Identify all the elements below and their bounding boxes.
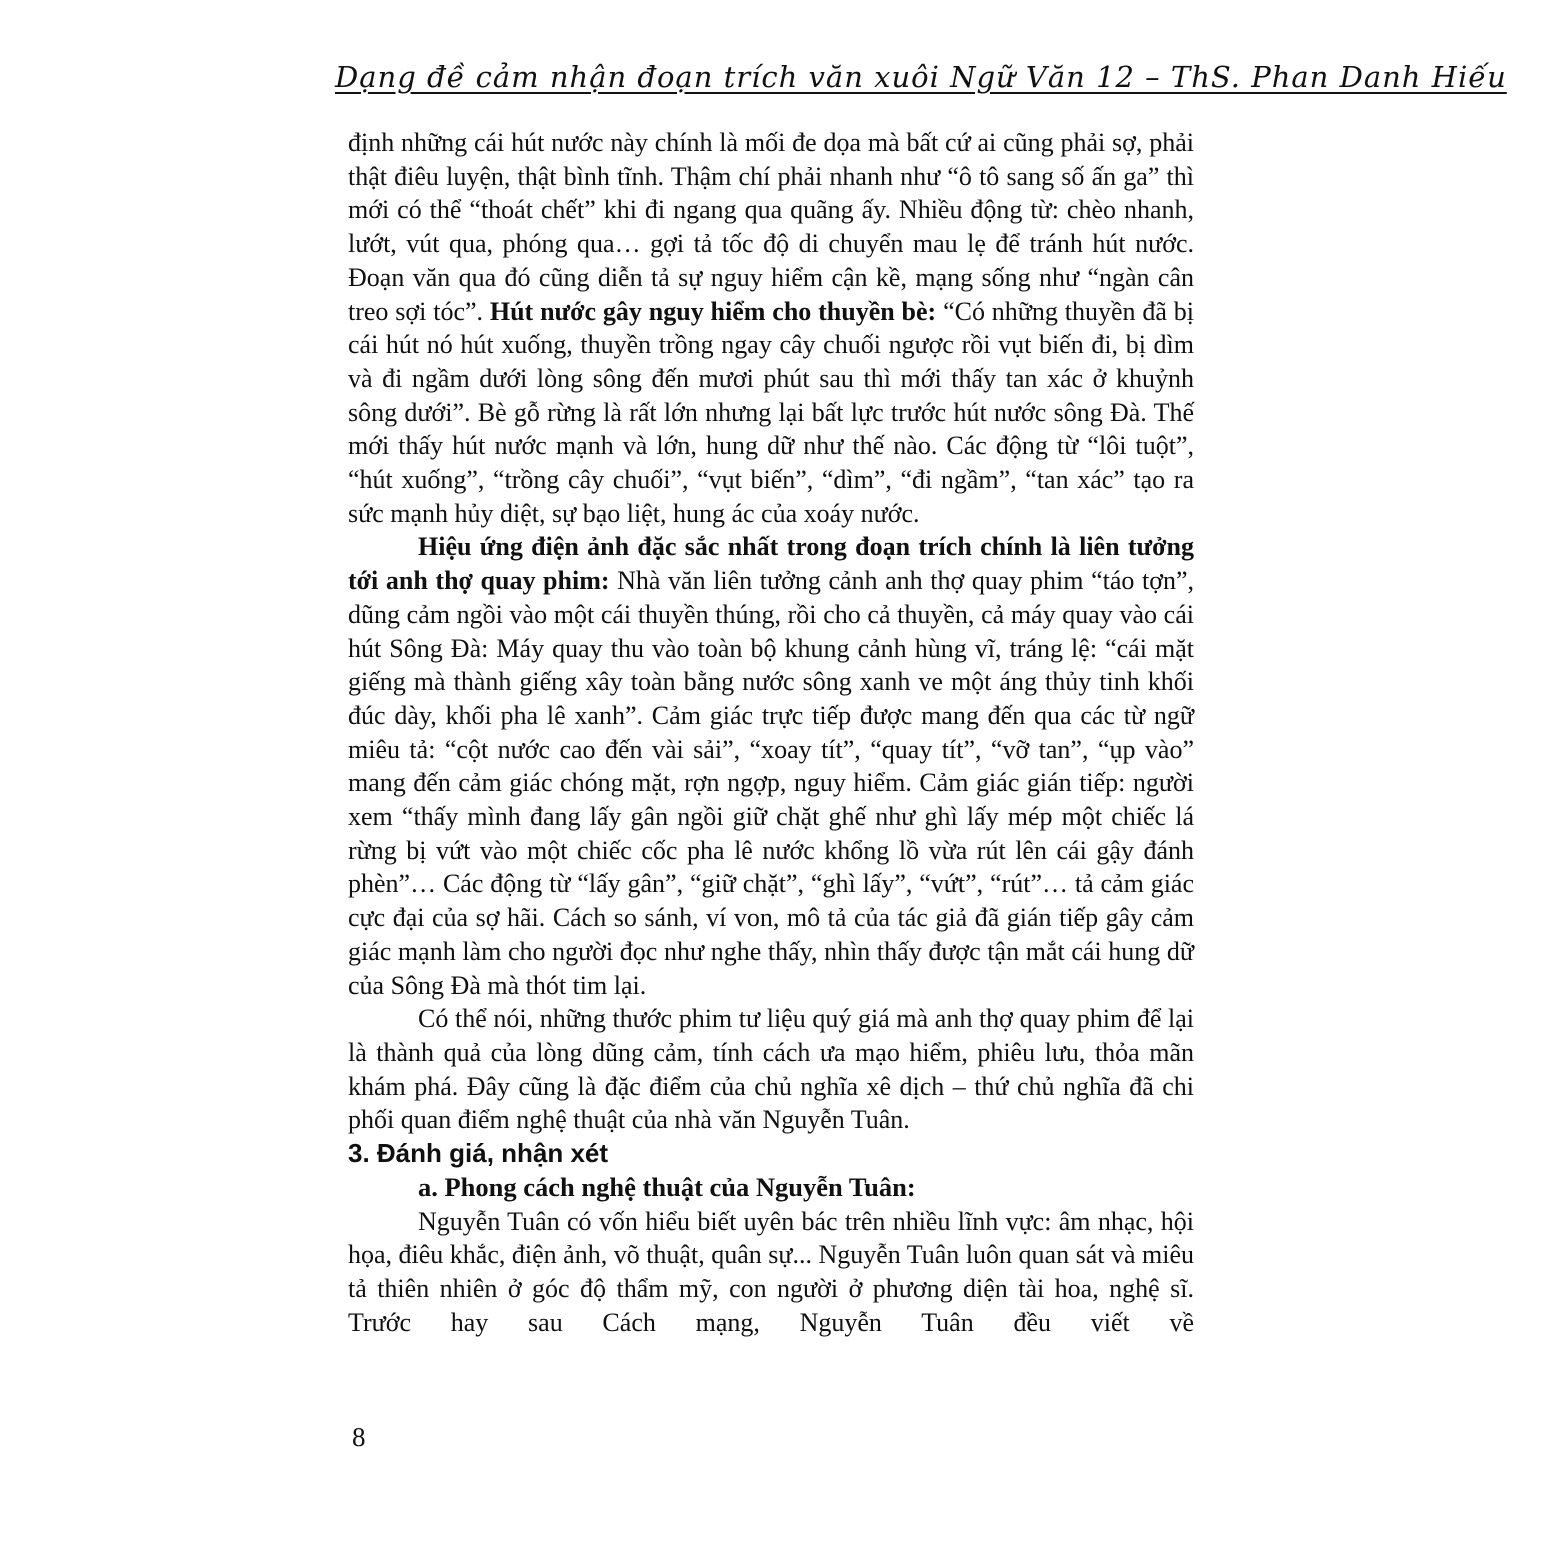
text-run: Nhà văn liên tưởng cảnh anh thợ quay phim “táo tợn”, dũng cảm ngồi vào một cái thuyền thúng, rồi cho cả thuyền, cả máy quay vào cái hút Sông Đà: Máy quay thu vào toàn bộ khung cảnh hùng vĩ, tráng lệ: “cái mặt giếng mà thành giếng xây toàn bằng nước sông xanh ve một áng thủy tinh khối đúc dày, khối pha lê xanh”. Cảm giác trực tiếp được mang đến qua các từ ngữ miêu tả: “cột nước cao đến vài sải”, “xoay tít”, “quay tít”, “vỡ tan”, “ụp vào” mang đến cảm giác chóng mặt, rợn ngợp, nguy hiểm. Cảm giác gián tiếp: người xem “thấy mình đang lấy gân ngồi giữ chặt ghế như ghì lấy mép một chiếc lá rừng bị vứt vào một chiếc cốc pha lê nước khổng lồ vừa rút lên cái gậy đánh phèn”… Các động từ “lấy gân”, “giữ chặt”, “ghì lấy”, “vứt”, “rút”… tả cảm giác cực đại của sợ hãi. Cách so sánh, ví von, mô tả của tác giả đã gián tiếp gây cảm giác mạnh làm cho người đọc như nghe thấy, nhìn thấy được tận mắt cái hung dữ của Sông Đà mà thót tim lại. [348,566,1194,1000]
text-run: Nguyễn Tuân có vốn hiểu biết uyên bác trên nhiều lĩnh vực: âm nhạc, hội họa, điêu khắc, điện ảnh, võ thuật, quân sự... Nguyễn Tuân luôn quan sát và miêu tả thiên nhiên ở góc độ thẩm mỹ, con người ở phương diện tài hoa, nghệ sĩ. Trước hay sau Cách mạng, Nguyễn Tuân đều viết về [348,1206,1194,1337]
running-head-title: Dạng đề cảm nhận đoạn trích văn xuôi Ngữ Văn 12 – ThS. Phan Danh Hiếu [335,60,1507,94]
bold-text-run: Hiệu ứng điện ảnh đặc sắc nhất trong đoạn trích chính là liên tưởng tới anh thợ quay phim: [348,532,1194,596]
text-run: định những cái hút nước này chính là mối đe dọa mà bất cứ ai cũng phải sợ, phải thật điêu luyện, thật bình tĩnh. Thậm chí phải nhanh như “ô tô sang số ấn ga” thì mới có thể “thoát chết” khi đi ngang qua quãng ấy. Nhiều động từ: chèo nhanh, lướt, vút qua, phóng qua… gợi tả tốc độ di chuyển mau lẹ để tránh hút nước. Đoạn văn qua đó cũng diễn tả sự nguy hiểm cận kề, mạng sống như “ngàn cân treo sợi tóc”. [348,128,1194,326]
subsection-heading: a. Phong cách nghệ thuật của Nguyễn Tuân: [418,1171,916,1202]
paragraph [348,1002,1194,1137]
page-header [335,60,1507,94]
text-run: “Có những thuyền đã bị cái hút nó hút xuống, thuyền trồng ngay cây chuối ngược rồi vụt biến đi, bị dìm và đi ngầm dưới lòng sông đến mươi phút sau thì mới thấy tan xác ở khuỷnh sông dưới”. Bè gỗ rừng là rất lớn nhưng lại bất lực trước hút nước sông Đà. Thế mới thấy hút nước mạnh và lớn, hung dữ như thế nào. Các động từ “lôi tuột”, “hút xuống”, “trồng cây chuối”, “vụt biến”, “dìm”, “đi ngầm”, “tan xác” tạo ra sức mạnh hủy diệt, sự bạo liệt, hung ác của xoáy nước. [348,296,1194,528]
section-heading: 3. Đánh giá, nhận xét [348,1138,609,1169]
bold-text-run: Hút nước gây nguy hiểm cho thuyền bè: [489,296,944,326]
paragraph [348,530,1194,1002]
paragraph-continuation [348,126,1194,530]
page-body [348,126,1194,1339]
page-number: 8 [352,1422,366,1452]
paragraph [348,1205,1194,1340]
text-run: Có thể nói, những thước phim tư liệu quý giá mà anh thợ quay phim để lại là thành quả của lòng dũng cảm, tính cách ưa mạo hiểm, phiêu lưu, thỏa mãn khám phá. Đây cũng là đặc điểm của chủ nghĩa xê dịch – thứ chủ nghĩa đã chi phối quan điểm nghệ thuật của nhà văn Nguyễn Tuân. [348,1004,1194,1135]
